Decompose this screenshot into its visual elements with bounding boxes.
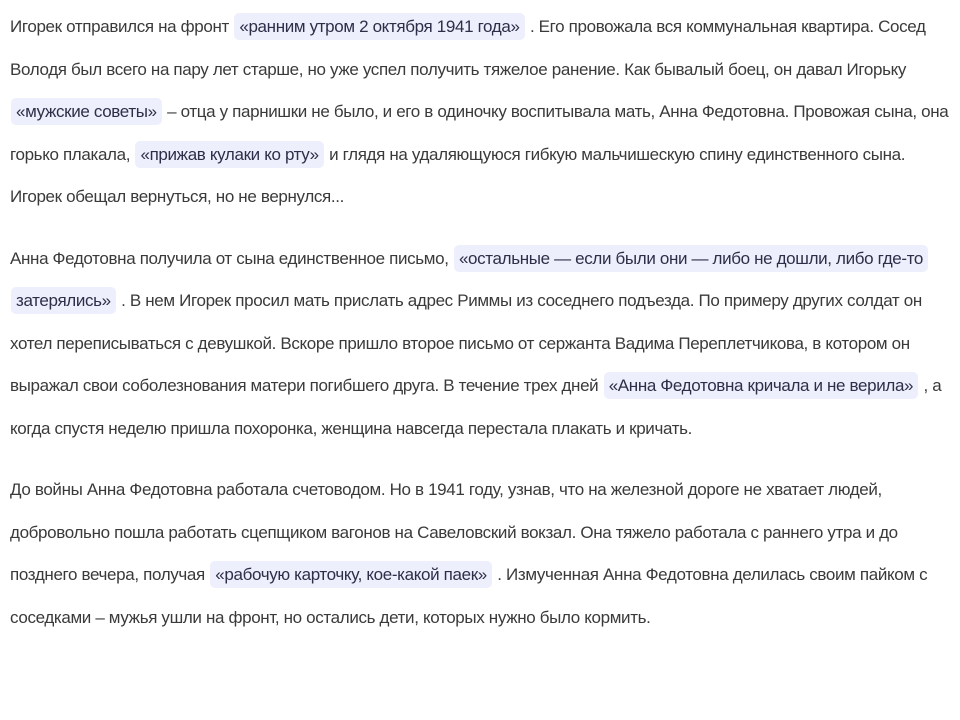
quote-highlight: «ранним утром 2 октября 1941 года» [234,13,524,40]
text-segment: – отца у парнишки не было, и его в одиночку воспитывала мать, Анна Федотовна. Провожая сына, она горько плакала, [10,102,949,164]
quote-highlight: «рабочую карточку, кое-какой паек» [210,561,492,588]
paragraph-1 [10,6,956,219]
paragraph-3 [10,469,956,639]
quote-highlight: «остальные — если были они — либо не дошли, либо где-то затерялись» [11,245,928,315]
quote-highlight: «прижав кулаки ко рту» [135,141,323,168]
text-segment: До войны Анна Федотовна работала счетоводом. Но в 1941 году, узнав, что на железной дороге не хватает людей, добровольно пошла работать сцепщиком вагонов на Савеловский вокзал. Она тяжело работала с раннего утра и до позднего вечера, получая [10,480,898,584]
text-segment: . Его провожала вся коммунальная квартира. Сосед Володя был всего на пару лет старше, но уже успел получить тяжелое ранение. Как бывалый боец, он давал Игорьку [10,17,926,79]
text-segment: и глядя на удаляющуюся гибкую мальчишескую спину единственного сына. Игорек обещал вернуться, но не вернулся... [10,144,906,206]
text-segment: . Измученная Анна Федотовна делилась своим пайком с соседками – мужья ушли на фронт, но остались дети, которых нужно было кормить. [10,565,928,627]
text-segment: Анна Федотовна получила от сына единственное письмо, [10,248,453,268]
quote-highlight: «мужские советы» [11,98,162,125]
text-segment: . В нем Игорек просил мать прислать адрес Риммы из соседнего подъезда. По примеру других солдат он хотел переписываться с девушкой. Вскоре пришло второе письмо от сержанта Вадима Переплетчикова, в котором он выражал свои соболезнования матери погибшего друга. В течение трех дней [10,291,922,395]
text-segment: Игорек отправился на фронт [10,17,234,36]
paragraph-2 [10,238,956,451]
quote-highlight: «Анна Федотовна кричала и не верила» [604,372,918,399]
text-segment: , а когда спустя неделю пришла похоронка, женщина навсегда перестала плакать и кричать. [10,376,942,438]
